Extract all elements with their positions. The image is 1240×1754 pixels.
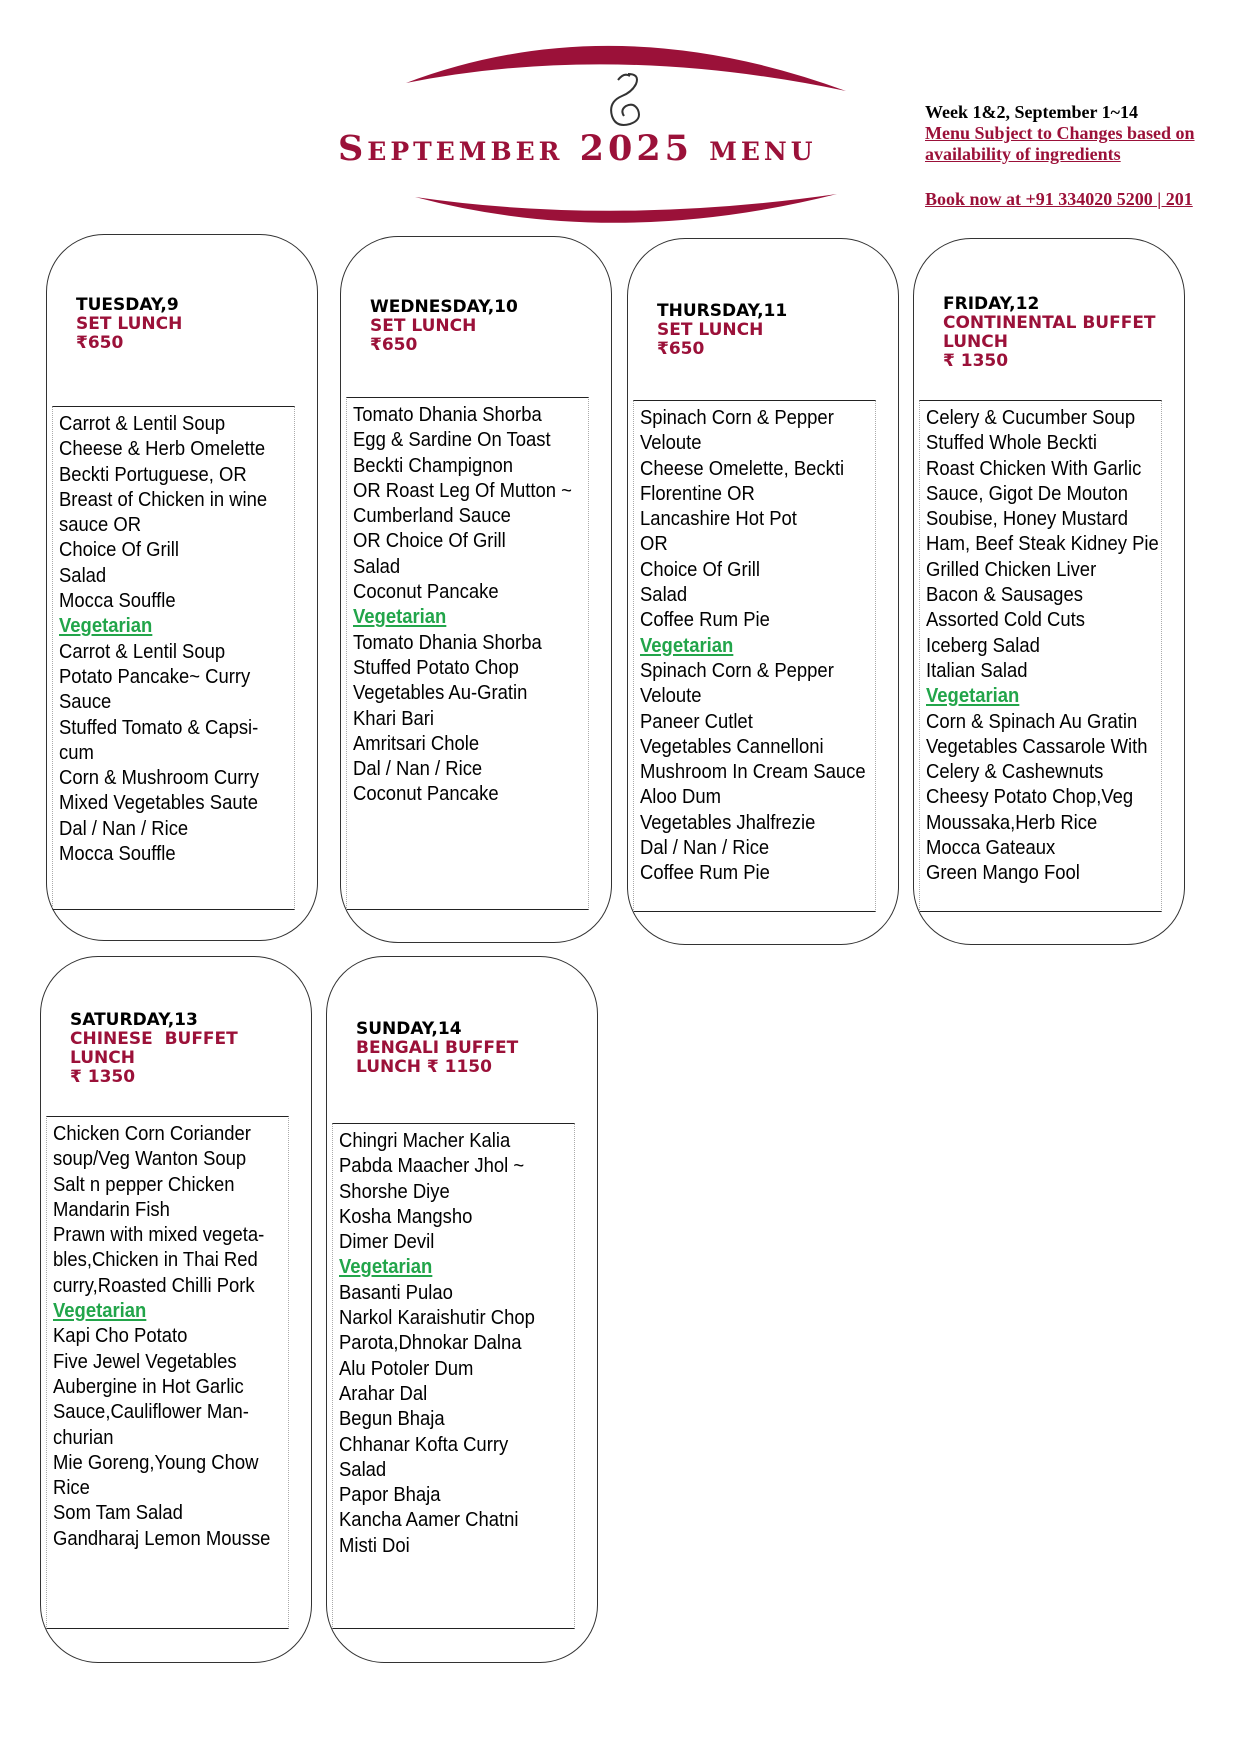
price: ₹ 1350 bbox=[943, 351, 1009, 371]
menu-item: Cheesy Potato Chop,Veg bbox=[926, 785, 1134, 809]
menu-item: Veloute bbox=[640, 684, 702, 708]
menu-item: Aloo Dum bbox=[640, 785, 722, 809]
menu-item: Gandharaj Lemon Mousse bbox=[53, 1526, 271, 1550]
menu-item: Mocca Souffle bbox=[59, 589, 176, 613]
price: LUNCH ₹ 1150 bbox=[356, 1057, 492, 1077]
menu-item: Mocca Gateaux bbox=[926, 836, 1056, 860]
menu-item: Cumberland Sauce bbox=[353, 504, 511, 528]
menu-item: Vegetables Cannelloni bbox=[640, 734, 824, 758]
vegetarian-heading: Vegetarian bbox=[353, 605, 447, 629]
menu-item: Beckti Portuguese, OR bbox=[59, 462, 247, 486]
logo-icon bbox=[611, 74, 639, 125]
availability-note-line1: Menu Subject to Changes based on bbox=[925, 123, 1195, 143]
menu-item: Aubergine in Hot Garlic bbox=[53, 1374, 244, 1398]
menu-item: Egg & Sardine On Toast bbox=[353, 428, 551, 452]
menu-item: Carrot & Lentil Soup bbox=[59, 639, 226, 663]
menu-list-saturday bbox=[46, 1116, 289, 1629]
menu-item: Sauce, Gigot De Mouton bbox=[926, 481, 1129, 505]
top-arc bbox=[406, 46, 846, 91]
menu-item: Florentine OR bbox=[640, 481, 755, 505]
menu-item: Stuffed Potato Chop bbox=[353, 655, 519, 679]
day-name: FRIDAY,12 bbox=[943, 294, 1040, 314]
menu-item: Shorshe Diye bbox=[339, 1179, 450, 1203]
price: ₹650 bbox=[370, 335, 418, 355]
menu-list-friday bbox=[919, 400, 1162, 912]
day-name: SATURDAY,13 bbox=[70, 1010, 198, 1030]
menu-item: Mandarin Fish bbox=[53, 1197, 170, 1221]
menu-item: Salad bbox=[640, 583, 688, 607]
menu-item: Paneer Cutlet bbox=[640, 709, 753, 733]
menu-item: OR bbox=[640, 532, 668, 556]
menu-item: Tomato Dhania Shorba bbox=[353, 630, 542, 654]
price: ₹650 bbox=[76, 333, 124, 353]
menu-item: Mocca Souffle bbox=[59, 842, 176, 866]
menu-item: Dimer Devil bbox=[339, 1230, 435, 1254]
menu-item: Five Jewel Vegetables bbox=[53, 1349, 237, 1373]
vegetarian-heading: Vegetarian bbox=[926, 684, 1020, 708]
menu-item: Begun Bhaja bbox=[339, 1407, 445, 1431]
menu-item: Khari Bari bbox=[353, 706, 435, 730]
menu-item: Arahar Dal bbox=[339, 1381, 428, 1405]
meal-type: SET LUNCH bbox=[370, 316, 477, 336]
menu-item: Cheese & Herb Omelette bbox=[59, 437, 266, 461]
menu-item: Narkol Karaishutir Chop bbox=[339, 1306, 535, 1330]
week-label: Week 1&2, September 1~14 bbox=[925, 102, 1139, 122]
menu-item: sauce OR bbox=[59, 513, 142, 537]
menu-item: Choice Of Grill bbox=[59, 538, 179, 562]
menu-item: Alu Potoler Dum bbox=[339, 1356, 474, 1380]
menu-item: Cheese Omelette, Beckti bbox=[640, 456, 845, 480]
menu-item: Veloute bbox=[640, 431, 702, 455]
menu-item: Kosha Mangsho bbox=[339, 1204, 473, 1228]
menu-item: Soubise, Honey Mustard bbox=[926, 507, 1129, 531]
menu-item: Coffee Rum Pie bbox=[640, 861, 770, 885]
menu-item: Tomato Dhania Shorba bbox=[353, 403, 542, 426]
menu-item: Dal / Nan / Rice bbox=[59, 816, 189, 840]
menu-item: Italian Salad bbox=[926, 658, 1028, 682]
menu-item: churian bbox=[53, 1425, 114, 1449]
menu-item: Stuffed Whole Beckti bbox=[926, 431, 1097, 455]
day-name: SUNDAY,14 bbox=[356, 1019, 462, 1039]
menu-item: Assorted Cold Cuts bbox=[926, 608, 1085, 632]
menu-item: soup/Veg Wanton Soup bbox=[53, 1147, 247, 1171]
menu-item: Chingri Macher Kalia bbox=[339, 1129, 511, 1152]
menu-item: Amritsari Chole bbox=[353, 731, 480, 755]
page-title: September 2025 menu bbox=[338, 128, 817, 169]
meal-type: BENGALI BUFFET bbox=[356, 1038, 519, 1058]
menu-list-tuesday bbox=[52, 406, 295, 910]
vegetarian-heading: Vegetarian bbox=[59, 614, 153, 638]
menu-item: Basanti Pulao bbox=[339, 1280, 453, 1304]
menu-item: Pabda Maacher Jhol ~ bbox=[339, 1154, 525, 1178]
day-header-saturday bbox=[70, 1011, 238, 1087]
meal-type-line2: LUNCH bbox=[943, 332, 1008, 352]
vegetarian-heading: Vegetarian bbox=[53, 1299, 147, 1323]
menu-item: Stuffed Tomato & Capsi- bbox=[59, 715, 259, 739]
menu-item: Breast of Chicken in wine bbox=[59, 487, 268, 511]
day-header-thursday bbox=[657, 302, 787, 359]
menu-item: Beckti Champignon bbox=[353, 453, 513, 477]
menu-item: Grilled Chicken Liver bbox=[926, 557, 1097, 581]
menu-item: Salad bbox=[353, 554, 401, 578]
menu-item: Green Mango Fool bbox=[926, 861, 1080, 885]
day-name: THURSDAY,11 bbox=[657, 301, 788, 321]
menu-item: Celery & Cucumber Soup bbox=[926, 406, 1136, 429]
menu-list-thursday bbox=[633, 400, 876, 912]
menu-item: Mie Goreng,Young Chow bbox=[53, 1450, 259, 1474]
menu-item: Corn & Mushroom Curry bbox=[59, 766, 259, 790]
menu-item: Iceberg Salad bbox=[926, 633, 1040, 657]
day-header-sunday bbox=[356, 1020, 518, 1077]
menu-item: Choice Of Grill bbox=[640, 557, 760, 581]
day-name: TUESDAY,9 bbox=[76, 295, 179, 315]
menu-item: Lancashire Hot Pot bbox=[640, 507, 797, 531]
day-name: WEDNESDAY,10 bbox=[370, 297, 518, 317]
day-header-tuesday bbox=[76, 296, 182, 353]
booking-link[interactable]: Book now at +91 334020 5200 | 201 bbox=[925, 189, 1193, 209]
menu-item: Spinach Corn & Pepper bbox=[640, 406, 834, 429]
menu-item: Vegetables Cassarole With bbox=[926, 734, 1148, 758]
menu-item: cum bbox=[59, 740, 94, 764]
menu-item: Moussaka,Herb Rice bbox=[926, 810, 1098, 834]
menu-item: bles,Chicken in Thai Red bbox=[53, 1248, 258, 1272]
menu-item: Misti Doi bbox=[339, 1533, 410, 1557]
menu-item: Salad bbox=[339, 1457, 387, 1481]
menu-item: Mixed Vegetables Saute bbox=[59, 791, 258, 815]
menu-item: Potato Pancake~ Curry bbox=[59, 664, 251, 688]
menu-item: Papor Bhaja bbox=[339, 1483, 441, 1507]
menu-list-wednesday bbox=[346, 397, 589, 910]
menu-list-sunday bbox=[332, 1123, 575, 1629]
bottom-arc bbox=[415, 194, 837, 223]
menu-item: Coconut Pancake bbox=[353, 782, 499, 806]
vegetarian-heading: Vegetarian bbox=[640, 633, 734, 657]
menu-item: Chicken Corn Coriander bbox=[53, 1122, 251, 1145]
menu-item: Rice bbox=[53, 1476, 90, 1500]
meal-type: CONTINENTAL BUFFET bbox=[943, 313, 1156, 333]
menu-item: curry,Roasted Chilli Pork bbox=[53, 1273, 255, 1297]
day-header-wednesday bbox=[370, 298, 518, 355]
meal-type: SET LUNCH bbox=[657, 320, 764, 340]
menu-item: Corn & Spinach Au Gratin bbox=[926, 709, 1138, 733]
menu-item: OR Choice Of Grill bbox=[353, 529, 506, 553]
menu-item: Dal / Nan / Rice bbox=[640, 836, 770, 860]
menu-item: Prawn with mixed vegeta- bbox=[53, 1223, 265, 1247]
menu-item: Bacon & Sausages bbox=[926, 583, 1083, 607]
menu-item: Coffee Rum Pie bbox=[640, 608, 770, 632]
menu-item: Kapi Cho Potato bbox=[53, 1324, 188, 1348]
menu-item: Spinach Corn & Pepper bbox=[640, 658, 834, 682]
menu-item: OR Roast Leg Of Mutton ~ bbox=[353, 478, 572, 502]
menu-item: Kancha Aamer Chatni bbox=[339, 1508, 519, 1532]
menu-item: Som Tam Salad bbox=[53, 1501, 183, 1525]
menu-item: Salt n pepper Chicken bbox=[53, 1172, 235, 1196]
menu-item: Salad bbox=[59, 563, 107, 587]
menu-item: Dal / Nan / Rice bbox=[353, 757, 483, 781]
menu-item: Sauce,Cauliflower Man- bbox=[53, 1400, 249, 1424]
menu-item: Vegetables Jhalfrezie bbox=[640, 810, 816, 834]
meal-type: CHINESE BUFFET bbox=[70, 1029, 238, 1049]
menu-item: Chhanar Kofta Curry bbox=[339, 1432, 509, 1456]
menu-item: Sauce bbox=[59, 690, 112, 714]
menu-item: Mushroom In Cream Sauce bbox=[640, 760, 866, 784]
day-header-friday bbox=[943, 295, 1156, 371]
meal-type: SET LUNCH bbox=[76, 314, 183, 334]
availability-note-line2: availability of ingredients bbox=[925, 144, 1121, 164]
menu-item: Ham, Beef Steak Kidney Pie bbox=[926, 532, 1159, 556]
menu-item: Carrot & Lentil Soup bbox=[59, 412, 226, 435]
menu-item: Roast Chicken With Garlic bbox=[926, 456, 1142, 480]
menu-item: Coconut Pancake bbox=[353, 580, 499, 604]
menu-item: Vegetables Au-Gratin bbox=[353, 681, 528, 705]
menu-item: Celery & Cashewnuts bbox=[926, 760, 1104, 784]
price: ₹ 1350 bbox=[70, 1067, 136, 1087]
vegetarian-heading: Vegetarian bbox=[339, 1255, 433, 1279]
price: ₹650 bbox=[657, 339, 705, 359]
meal-type-line2: LUNCH bbox=[70, 1048, 135, 1068]
menu-item: Parota,Dhnokar Dalna bbox=[339, 1331, 522, 1355]
